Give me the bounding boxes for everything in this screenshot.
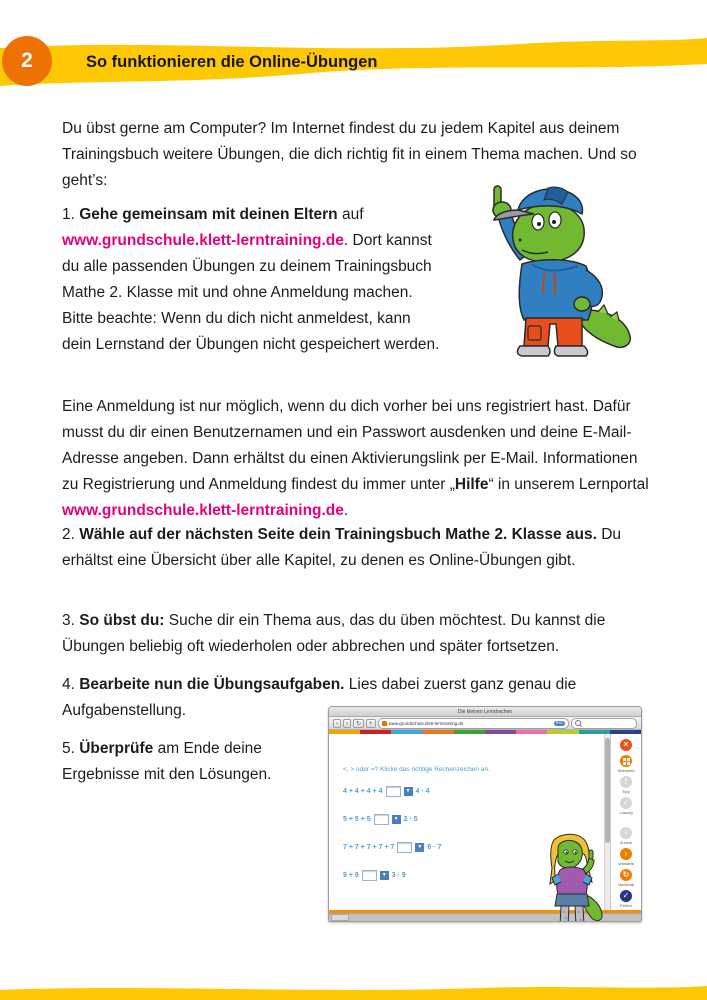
portal-link-2[interactable]: www.grundschule.klett-lerntraining.de (62, 501, 344, 519)
answer-input[interactable] (397, 842, 412, 853)
page-number-badge (2, 36, 52, 86)
exercise-sidebar (610, 734, 641, 910)
pruefen-button[interactable]: ✓ Prüfen (620, 891, 632, 909)
step-3-number: 3. (62, 611, 80, 629)
browser-window-screenshot (328, 706, 642, 922)
close-exercise-button[interactable] (620, 739, 632, 754)
exercise-row (343, 814, 418, 825)
scrollbar-thumb[interactable] (605, 738, 610, 843)
page-number: 2 (21, 49, 33, 72)
status-chip (331, 914, 349, 921)
exercise-right-term: 6 · 7 (427, 844, 442, 852)
dragon-girl-illustration (534, 832, 606, 922)
tip-icon: ! (620, 776, 632, 788)
step-1-number: 1. (62, 205, 80, 223)
step-5-heading: Überprüfe (79, 739, 154, 757)
step-3-text: Suche dir ein Thema aus, das du üben möchtest. Du kannst die Übungen beliebig oft wiederholen oder abbrechen und später fortsetzen. (62, 611, 606, 655)
portal-link-1[interactable]: www.grundschule.klett-lerntraining.de (62, 231, 344, 249)
step-4-heading: Bearbeite nun die Übungsaufgaben. (79, 675, 345, 693)
exercise-left-term: 7 + 7 + 7 + 7 + 7 (343, 844, 395, 852)
favicon-icon (382, 721, 387, 726)
answer-input[interactable] (386, 786, 401, 797)
reload-button[interactable]: ↻ (353, 719, 364, 728)
step-2-paragraph (62, 522, 622, 574)
step-4-number: 4. (62, 675, 80, 693)
step-3-paragraph (62, 608, 658, 660)
search-icon (575, 720, 581, 726)
step-1-text-2: . Dort kannst du alle passenden Übungen zu deinem Trainingsbuch Mathe 2. Klasse mit und ohne Anmeldung machen. Bitte beachte: Wenn du dich nicht anmeldest, kann dein Lernstand der Übungen nicht gespeichert werden. (62, 231, 440, 353)
step-5-paragraph (62, 736, 334, 788)
exercise-right-term: 2 · 5 (403, 816, 418, 824)
exercise-left-term: 4 + 4 + 4 + 4 (343, 788, 383, 796)
intro-paragraph: Du übst gerne am Computer? Im Internet findest du zu jedem Kapitel aus deinem Trainingsbuch weitere Übungen, die dich richtig fit in einem Thema machen. Und so geht’s: (62, 119, 637, 189)
browser-window-title: Die kleinen Lerndrachen (457, 708, 513, 715)
dropdown-button[interactable]: ▼ (415, 843, 424, 852)
close-icon: ✕ (620, 739, 632, 751)
rss-badge[interactable]: RSS (555, 720, 563, 725)
url-text: www.grundschule.klett-lerntraining.de (388, 720, 464, 726)
nochmal-button[interactable]: ↻ Nochmal (618, 870, 634, 888)
exercise-instruction: <, > oder =? Klicke das richtige Rechenzeichen an. (343, 766, 490, 774)
footer-banner (0, 982, 707, 1000)
reload-icon: ↻ (620, 869, 632, 881)
dropdown-button[interactable]: ▼ (392, 815, 401, 824)
step-5-text: am Ende deine Ergebnisse mit den Lösungen. (62, 739, 272, 783)
step-2-text: Du erhältst eine Übersicht über alle Kapitel, zu denen es Online-Übungen gibt. (62, 525, 622, 569)
add-tab-button[interactable]: + (366, 719, 376, 728)
step-1-paragraph (62, 202, 444, 358)
step-4-text: Lies dabei zuerst ganz genau die Aufgabenstellung. (62, 675, 577, 719)
answer-input[interactable] (374, 814, 389, 825)
step-1-text: auf (337, 205, 364, 223)
step-2-heading: Wähle auf der nächsten Seite dein Trainingsbuch Mathe 2. Klasse aus. (79, 525, 597, 543)
answer-input[interactable] (362, 870, 377, 881)
arrow-right-icon: › (620, 848, 632, 860)
step-3-heading: So übst du: (79, 611, 165, 629)
step-2-number: 2. (62, 525, 80, 543)
vorwaerts-button[interactable]: › Vorwärts (618, 849, 634, 867)
exercise-left-term: 9 + 9 (343, 872, 359, 880)
page-title: So funktionieren die Online-Übungen (86, 53, 378, 71)
browser-titlebar (329, 707, 641, 717)
exercise-right-term: 4 · 4 (415, 788, 430, 796)
hilfe-keyword: Hilfe (454, 475, 489, 493)
browser-toolbar (329, 717, 641, 730)
scrollbar[interactable] (604, 734, 610, 910)
search-input[interactable] (571, 718, 637, 729)
back-button[interactable]: ‹ (333, 719, 341, 728)
registration-text-2: “ in unserem Lernportal (488, 475, 649, 493)
dropdown-button[interactable]: ▼ (380, 871, 389, 880)
zurueck-button[interactable]: ‹ Zurück (619, 828, 633, 846)
forward-button[interactable]: › (343, 719, 351, 728)
exercise-row (343, 870, 406, 881)
exercise-row (343, 786, 430, 797)
arrow-left-icon: ‹ (620, 827, 632, 839)
address-bar[interactable] (378, 718, 569, 729)
exercise-right-term: 3 · 9 (391, 872, 406, 880)
step-5-number: 5. (62, 739, 80, 757)
registration-paragraph (62, 394, 658, 524)
uebersicht-button[interactable]: Übersicht (618, 755, 635, 775)
overview-icon (620, 755, 632, 767)
registration-text-3: . (343, 501, 349, 519)
check-icon: ✓ (620, 890, 632, 902)
step-1-heading: Gehe gemeinsam mit deinen Eltern (79, 205, 338, 223)
dragon-mascot-illustration (448, 160, 636, 358)
exercise-row (343, 842, 441, 853)
exercise-content (329, 734, 604, 910)
loesung-button[interactable]: ✓ Lösung (619, 798, 633, 816)
dropdown-button[interactable]: ▼ (404, 787, 413, 796)
exercise-left-term: 5 + 5 + 5 (343, 816, 371, 824)
tipp-button[interactable]: ! Tipp (620, 776, 632, 796)
registration-text: Eine Anmeldung ist nur möglich, wenn du dich vorher bei uns registriert hast. Dafür musst du dir einen Benutzernamen und ein Passwort ausdenken und deine E-Mail-Adresse angeben. Dann erhältst du einen Aktivierungslink per E-Mail. Informationen zu Registrierung und Anmeldung findest du immer unter „ (62, 397, 638, 493)
solution-icon: ✓ (620, 797, 632, 809)
